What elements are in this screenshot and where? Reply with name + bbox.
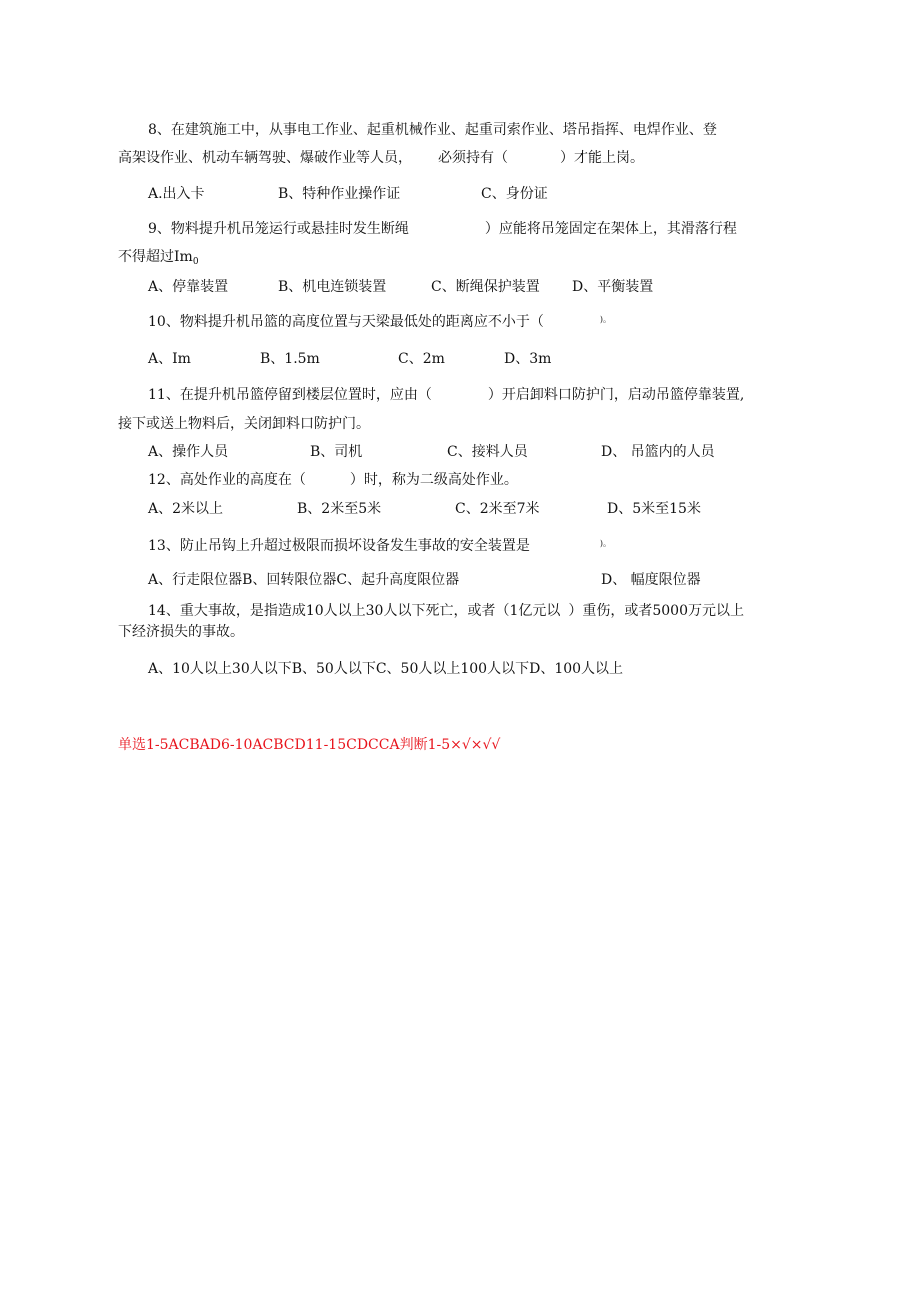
q11-line1 xyxy=(148,385,744,405)
q8-option-a: A.出入卡 xyxy=(148,186,205,202)
q12-option-a: A、2米以上 xyxy=(148,501,224,517)
q10-option-b: B、1.5m xyxy=(260,351,320,367)
q8-option-b: B、特种作业操作证 xyxy=(278,186,401,202)
q8-line2 xyxy=(118,148,644,168)
q11-line1-a: 11、在提升机吊篮停留到楼层位置时，应由（ xyxy=(148,387,432,403)
q11-option-d: D、 吊篮内的人员 xyxy=(601,444,715,460)
q9-option-a: A、停靠装置 xyxy=(148,279,229,295)
q9-option-c: C、断绳保护装置 xyxy=(431,279,540,295)
q12-option-d: D、5米至15米 xyxy=(607,501,701,517)
q14-options: A、10人以上30人以下B、50人以下C、50人以上100人以下D、100人以上 xyxy=(148,661,624,677)
q14-line1-b: ）重伤，或者5000万元以上 xyxy=(568,603,744,619)
q13-line1-text: 13、防止吊钩上升超过极限而损坏设备发生事故的安全装置是 xyxy=(148,538,530,554)
q9-option-b: B、机电连锁装置 xyxy=(278,279,387,295)
q12-line1 xyxy=(148,470,518,490)
q11-option-c: C、接料人员 xyxy=(447,444,528,460)
q12-line1-a: 12、高处作业的高度在（ xyxy=(148,472,306,488)
q13-tail: )。 xyxy=(599,539,611,548)
q8-line2-a: 高架设作业、机动车辆驾驶、爆破作业等人员， xyxy=(118,150,412,166)
q12-line1-b: ）时，称为二级高处作业。 xyxy=(349,472,518,488)
q13-option-d: D、 幅度限位器 xyxy=(601,572,701,588)
q11-option-a: A、操作人员 xyxy=(148,444,229,460)
q13-line1 xyxy=(148,536,611,556)
q9-option-d: D、平衡装置 xyxy=(572,279,654,295)
q10-option-d: D、3m xyxy=(504,351,552,367)
q9-line1-a: 9、物料提升机吊笼运行或悬挂时发生断绳 xyxy=(148,221,409,237)
q8-line1: 8、在建筑施工中，从事电工作业、起重机械作业、起重司索作业、塔吊指挥、电焊作业、登 xyxy=(148,122,717,138)
q10-option-a: A、Im xyxy=(148,351,191,367)
q8-option-c: C、身份证 xyxy=(481,186,548,202)
q11-line1-b: ）开启卸料口防护门，启动吊篮停靠装置, xyxy=(487,387,745,403)
q9-line1-b: ）应能将吊笼固定在架体上，其滑落行程 xyxy=(484,221,737,237)
q14-line1 xyxy=(148,601,744,621)
q9-line2 xyxy=(118,247,199,269)
q9-line2-text: 不得超过Im xyxy=(118,249,193,265)
q14-line2: 下经济损失的事故。 xyxy=(118,624,244,640)
q10-option-c: C、2m xyxy=(398,351,445,367)
answer-key: 单选1-5ACBAD6-10ACBCD11-15CDCCA判断1-5×√×√√ xyxy=(118,737,501,753)
q12-option-b: B、2米至5米 xyxy=(297,501,382,517)
q9-line1 xyxy=(148,219,737,239)
q11-option-b: B、司机 xyxy=(310,444,363,460)
q8-line2-b: 必须持有（ xyxy=(438,150,508,166)
q9-line2-subscript: 0 xyxy=(192,257,199,267)
q10-line1 xyxy=(148,312,611,332)
q11-line2: 接下或送上物料后，关闭卸料口防护门。 xyxy=(118,416,370,432)
q13-option-abc: A、行走限位器B、回转限位器C、起升高度限位器 xyxy=(148,572,460,588)
q12-option-c: C、2米至7米 xyxy=(455,501,540,517)
q10-tail: )。 xyxy=(599,315,611,324)
q14-line1-a: 14、重大事故，是指造成10人以上30人以下死亡，或者（1亿元以 xyxy=(148,603,561,619)
q10-line1-text: 10、物料提升机吊篮的高度位置与天梁最低处的距离应不小于（ xyxy=(148,314,544,330)
q8-line2-c: ）才能上岗。 xyxy=(560,150,644,166)
